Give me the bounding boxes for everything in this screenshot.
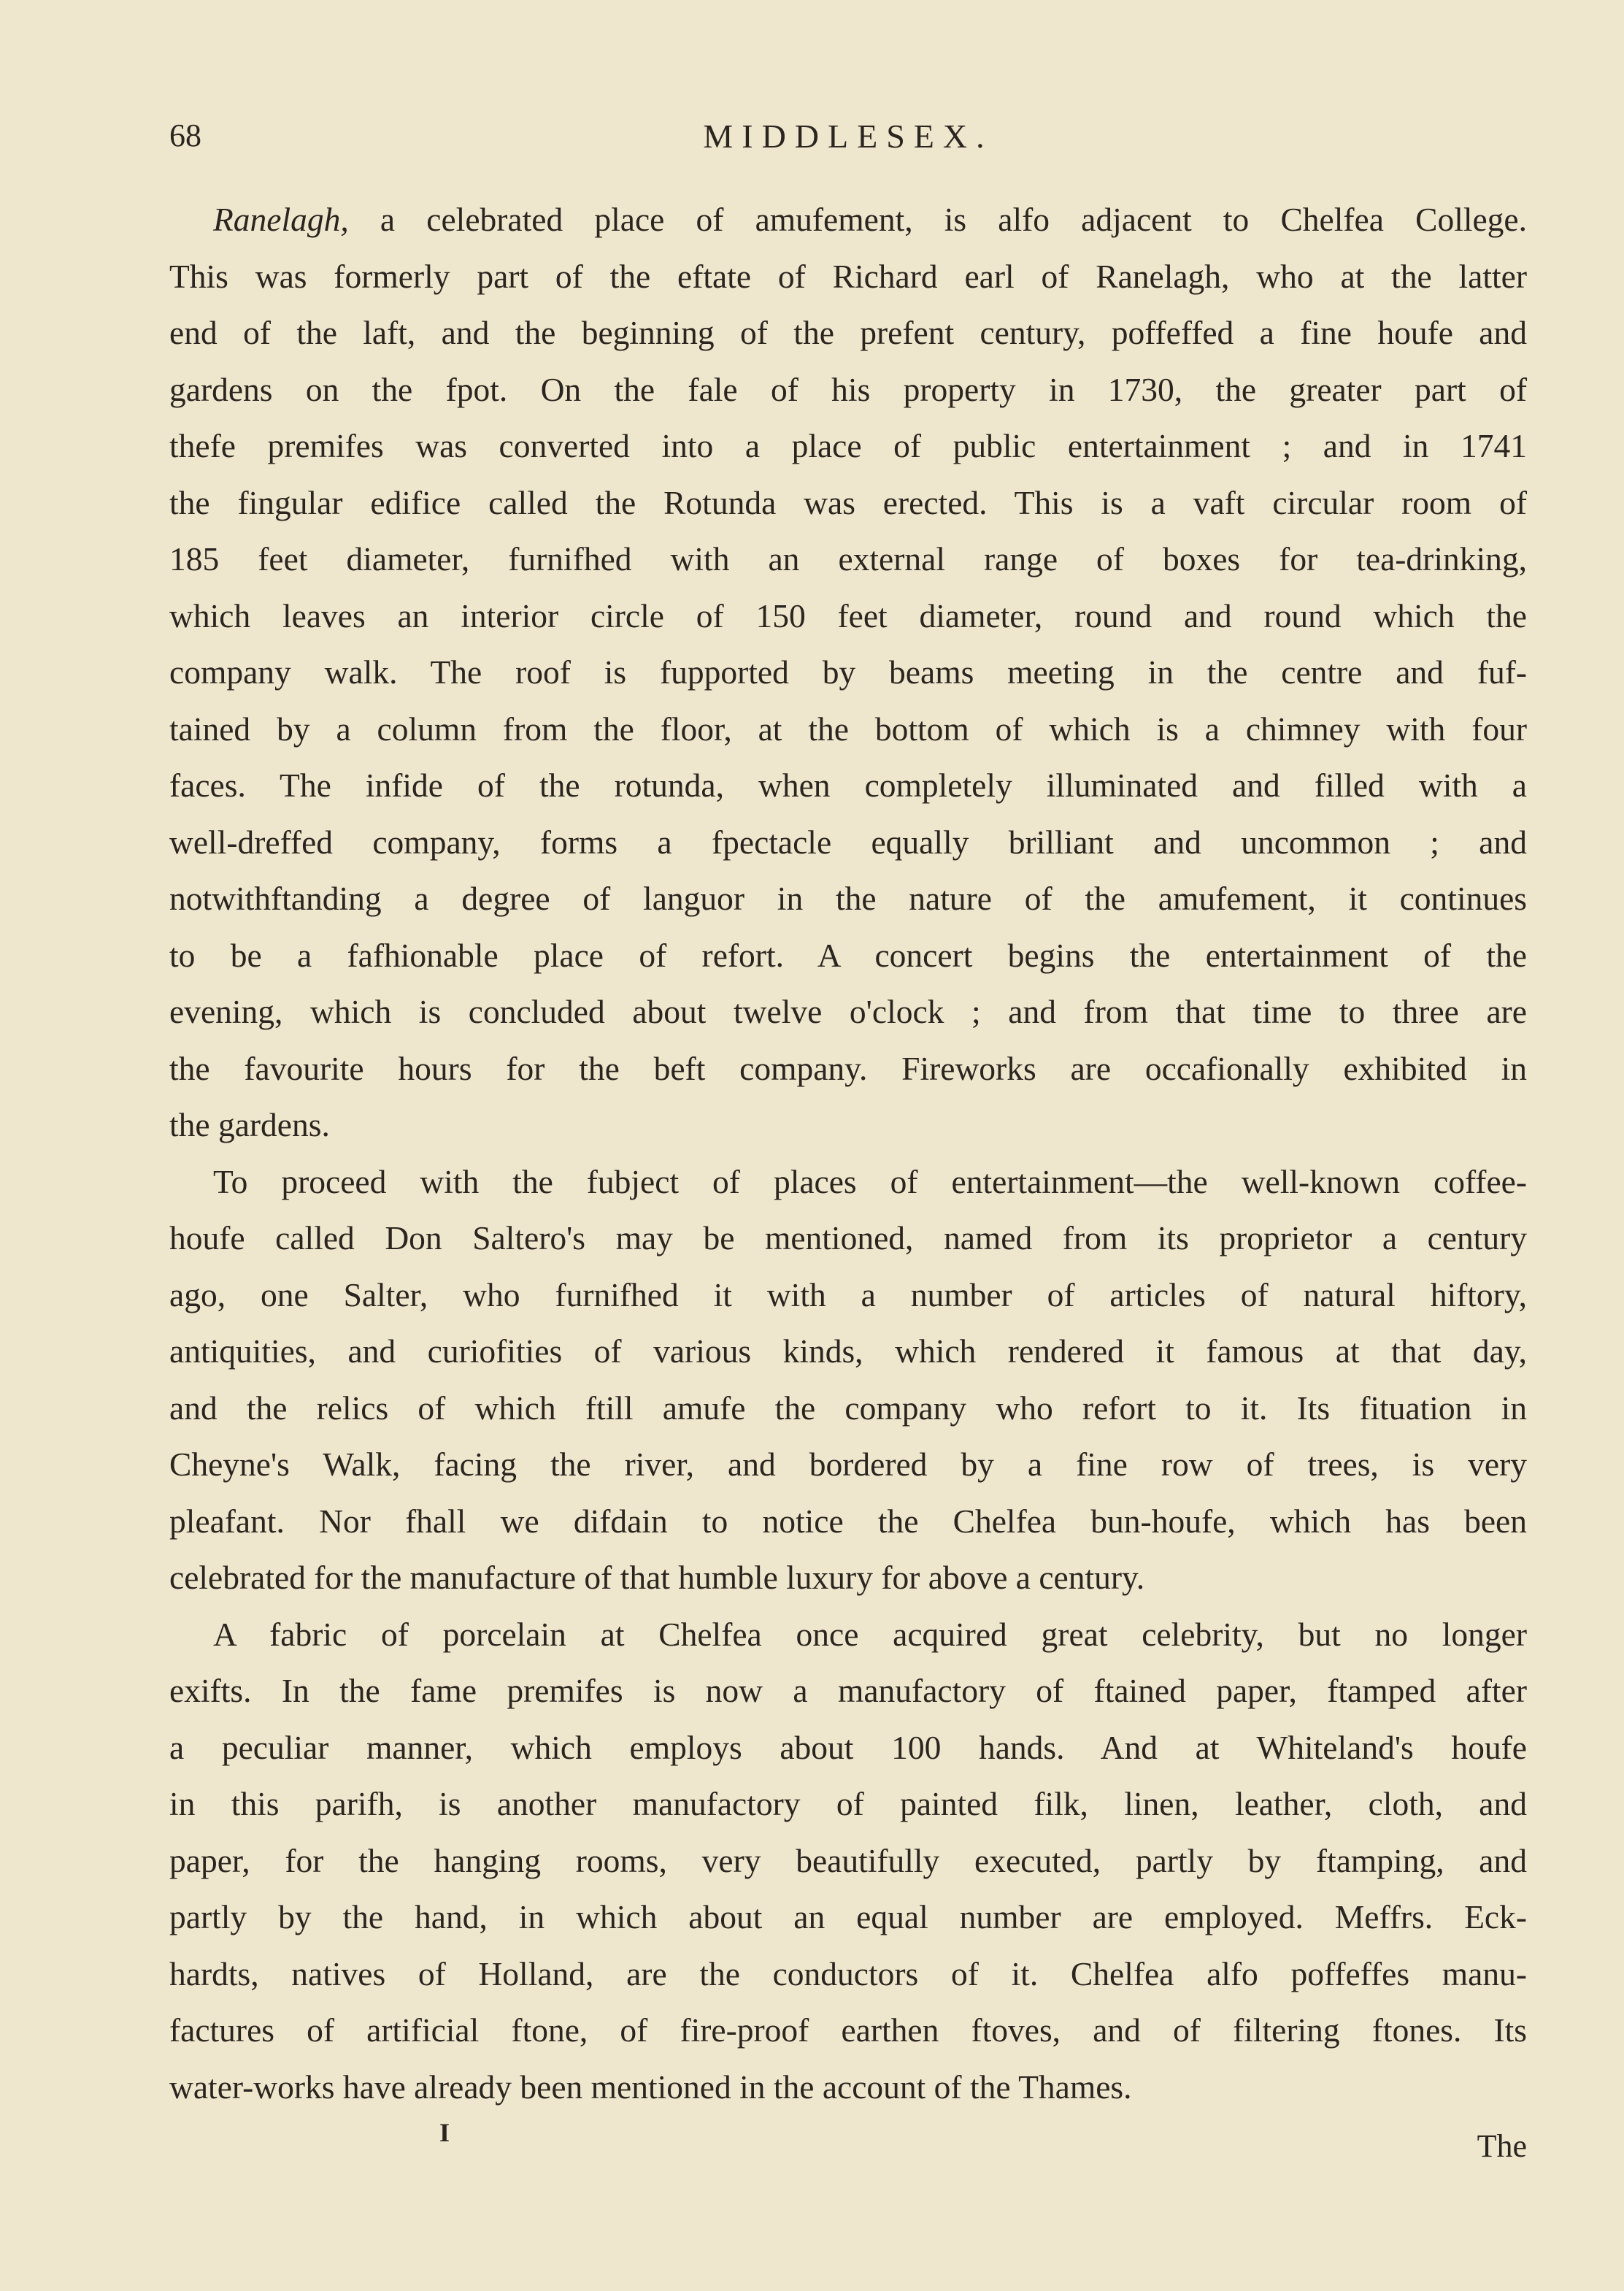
- text-line: the favourite hours for the beft company. Fireworks are occafionally exhibited in: [169, 1049, 1527, 1087]
- text-line-content: a celebrated place of amufement, is alfo adjacent to Chelfea College.: [348, 201, 1527, 238]
- text-line: ago, one Salter, who furnifhed it with a number of articles of natural hiftory,: [169, 1275, 1527, 1313]
- text-line: 185 feet diameter, furnifhed with an external range of boxes for tea-drinking,: [169, 540, 1527, 577]
- text-line: This was formerly part of the eftate of Richard earl of Ranelagh, who at the latter: [169, 257, 1527, 295]
- paragraph-ranelagh: [169, 191, 1527, 1154]
- paragraph-places-of-entertainment: [169, 1154, 1527, 1606]
- text-line: Cheyne's Walk, facing the river, and bordered by a fine row of trees, is very: [169, 1446, 1527, 1483]
- catchword: The: [1477, 2128, 1527, 2164]
- text-line: tained by a column from the floor, at the bottom of which is a chimney with four: [169, 710, 1527, 748]
- text-line: gardens on the fpot. On the fale of his property in 1730, the greater part of: [169, 370, 1527, 408]
- text-line: factures of artificial ftone, of fire-proof earthen ftoves, and of filtering ftones. Its: [169, 2011, 1527, 2049]
- page-number: 68: [169, 118, 201, 153]
- text-line: end of the laft, and the beginning of the prefent century, poffeffed a fine houfe and: [169, 314, 1527, 351]
- text-line: houfe called Don Saltero's may be mentioned, named from its proprietor a century: [169, 1219, 1527, 1256]
- text-line: in this parifh, is another manufactory of painted filk, linen, leather, cloth, and: [169, 1785, 1527, 1822]
- text-line: which leaves an interior circle of 150 feet diameter, round and round which the: [169, 596, 1527, 634]
- text-line: To proceed with the fubject of places of entertainment—the well-known coffee-: [213, 1162, 1527, 1200]
- body-text: [169, 191, 1527, 2115]
- paragraph-lead-word: Ranelagh,: [213, 201, 349, 238]
- text-line: a peculiar manner, which employs about 100 hands. And at Whiteland's houfe: [169, 1728, 1527, 1766]
- text-line: to be a fafhionable place of refort. A concert begins the entertainment of the: [169, 936, 1527, 974]
- text-line: company walk. The roof is fupported by beams meeting in the centre and fuf-: [169, 653, 1527, 691]
- page-header: [169, 117, 1527, 161]
- text-line: well-dreffed company, forms a fpectacle equally brilliant and uncommon ; and: [169, 823, 1527, 861]
- text-line: pleafant. Nor fhall we difdain to notice the Chelfea bun-houfe, which has been: [169, 1502, 1527, 1540]
- text-line: the gardens.: [169, 1106, 330, 1143]
- text-line: exifts. In the fame premifes is now a manufactory of ftained paper, ftamped after: [169, 1672, 1527, 1709]
- running-title: MIDDLESEX.: [703, 118, 993, 155]
- text-line: partly by the hand, in which about an equal number are employed. Meffrs. Eck-: [169, 1898, 1527, 1935]
- paragraph-manufactories: [169, 1606, 1527, 2116]
- text-line: notwithftanding a degree of languor in the nature of the amufement, it continues: [169, 880, 1527, 917]
- text-line: antiquities, and curiofities of various kinds, which rendered it famous at that day,: [169, 1332, 1527, 1370]
- text-line: [169, 191, 1527, 248]
- text-line: evening, which is concluded about twelve o'clock ; and from that time to three are: [169, 993, 1527, 1030]
- text-line: hardts, natives of Holland, are the conductors of it. Chelfea alfo poffeffes manu-: [169, 1954, 1527, 1992]
- text-line: paper, for the hanging rooms, very beautifully executed, partly by ftamping, and: [169, 1841, 1527, 1879]
- signature-mark: I: [439, 2118, 450, 2147]
- text-line: celebrated for the manufacture of that humble luxury for above a century.: [169, 1559, 1145, 1596]
- text-line: faces. The infide of the rotunda, when completely illuminated and filled with a: [169, 767, 1527, 804]
- text-line: water-works have already been mentioned in the account of the Thames.: [169, 2068, 1132, 2106]
- text-line: and the relics of which ftill amufe the company who refort to it. Its fituation in: [169, 1389, 1527, 1427]
- page-footer: [169, 2117, 1527, 2168]
- text-line: thefe premifes was converted into a place of public entertainment ; and in 1741: [169, 427, 1527, 464]
- text-line: the fingular edifice called the Rotunda was erected. This is a vaft circular room of: [169, 483, 1527, 521]
- text-line: A fabric of porcelain at Chelfea once acquired great celebrity, but no longer: [213, 1615, 1527, 1653]
